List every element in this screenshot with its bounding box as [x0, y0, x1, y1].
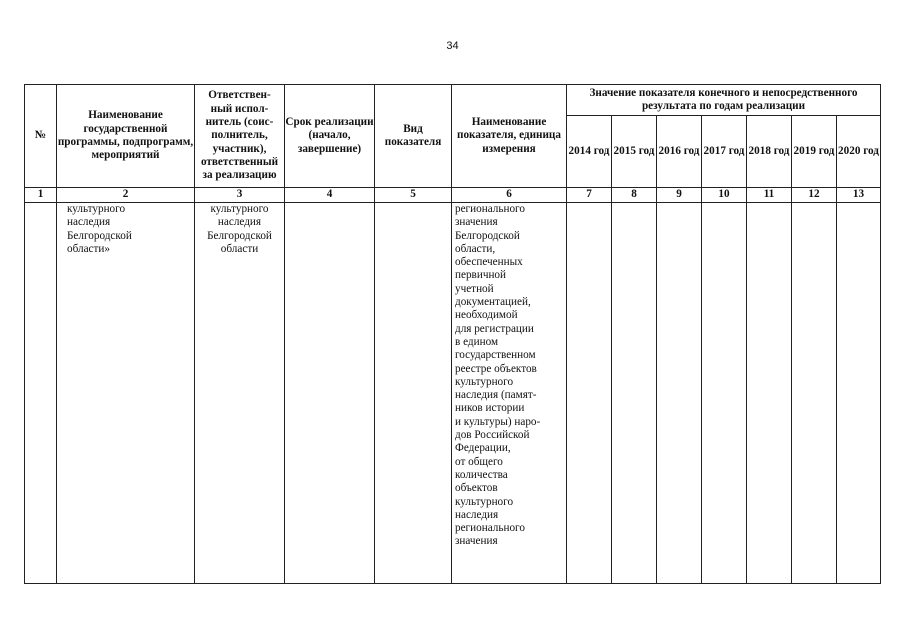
- column-number: 4: [285, 188, 375, 203]
- column-number: 10: [702, 188, 747, 203]
- header-year-2018: 2018 год: [747, 116, 792, 188]
- header-year-2016: 2016 год: [657, 116, 702, 188]
- header-indicator-values-by-year: Значение показателя конечного и непосредственного результата по годам реализации: [567, 85, 881, 116]
- indicator-type-cell: [375, 203, 452, 584]
- value-cell-2016: [657, 203, 702, 584]
- column-number: 5: [375, 188, 452, 203]
- column-number: 13: [837, 188, 881, 203]
- header-year-2017: 2017 год: [702, 116, 747, 188]
- column-number: 9: [657, 188, 702, 203]
- value-cell-2015: [612, 203, 657, 584]
- column-number: 6: [452, 188, 567, 203]
- indicator-name-cell: регионального значения Белгородской области, обеспеченных первичной учетной документацией, необходимой для регистрации в едином государственном реестре объектов культурного наследия (памят- ников истории и культуры) наро- дов Российской Федерации, от общего количества объектов культурного наследия регионального значения: [452, 203, 567, 584]
- value-cell-2014: [567, 203, 612, 584]
- header-year-2015: 2015 год: [612, 116, 657, 188]
- header-program-name: Наименование государственной программы, подпрограмм, мероприятий: [57, 85, 195, 188]
- table-row: [25, 203, 881, 584]
- implementation-period-cell: [285, 203, 375, 584]
- column-number: 11: [747, 188, 792, 203]
- header-year-2019: 2019 год: [792, 116, 837, 188]
- header-year-2020: 2020 год: [837, 116, 881, 188]
- header-number: №: [25, 85, 57, 188]
- column-numbers-row: [25, 188, 881, 203]
- column-number: 12: [792, 188, 837, 203]
- indicator-table: [24, 84, 881, 584]
- value-cell-2019: [792, 203, 837, 584]
- value-cell-2020: [837, 203, 881, 584]
- column-number: 1: [25, 188, 57, 203]
- column-number: 3: [195, 188, 285, 203]
- column-number: 7: [567, 188, 612, 203]
- column-number: 2: [57, 188, 195, 203]
- header-year-2014: 2014 год: [567, 116, 612, 188]
- header-responsible-executor: Ответствен- ный испол- нитель (соис- полнитель, участник), ответственный за реализацию: [195, 85, 285, 188]
- value-cell-2017: [702, 203, 747, 584]
- header-indicator-type: Вид показателя: [375, 85, 452, 188]
- program-name-cell: культурного наследия Белгородской области»: [57, 203, 195, 584]
- header-implementation-period: Срок реализации (начало, завершение): [285, 85, 375, 188]
- responsible-executor-cell: культурного наследия Белгородской области: [195, 203, 285, 584]
- page-number: 34: [446, 40, 459, 52]
- column-number: 8: [612, 188, 657, 203]
- header-indicator-name: Наименование показателя, единица измерения: [452, 85, 567, 188]
- row-number-cell: [25, 203, 57, 584]
- value-cell-2018: [747, 203, 792, 584]
